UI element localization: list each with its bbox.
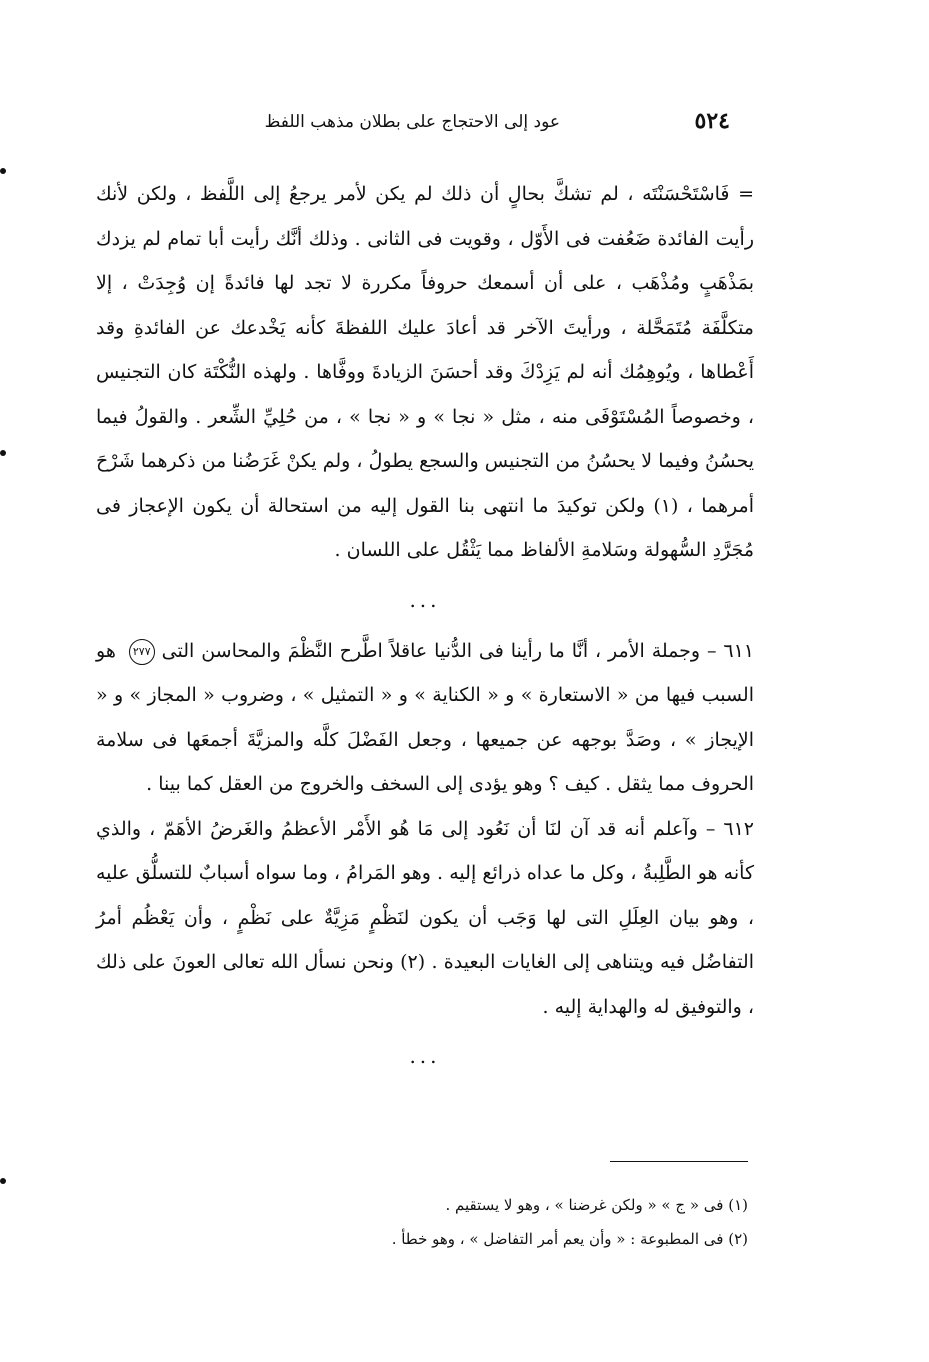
page-header — [264, 108, 730, 138]
scan-edge-mark — [0, 1178, 6, 1184]
footnote-rule — [610, 1161, 748, 1162]
main-text — [96, 172, 754, 1085]
running-title: عود إلى الاحتجاج على بطلان مذهب اللفظ — [264, 112, 560, 132]
paragraph-continuation: = فَاسْتَحْسَنْتَه ، لم تشكَّ بحالٍ أن ذلك لم يكن لأمر يرجعُ إلى اللَّفظ ، ولكن لأنك رأيت الفائدة ضَعُفت فى الأَوّل ، وقويت فى الثانى . وذلك أنَّك رأيت أبا تمام لم يزدك بمَذْهَبٍ ومُذْهَب ، على أن أسمعك حروفاً مكررة لا تجد لها فائدةً إن وُجِدَتْ ، إلا متكلَّفَة مُتَمَحَّلة ، ورأيتَ الآخر قد أعادَ عليك اللفظةَ كأنه يَخْدعك عن الفائدةِ وقد أَعْطاها ، ويُوهِمُك أنه لم يَزِدْكَ وقد أحسَنَ الزيادةَ ووفَّاها . ولهذه النُّكْتَة كان التجنيس ، وخصوصاً المُسْتَوْفَى منه ، مثل « نجا » و « نجا » ، من حُلِيِّ الشِّعر . والقولُ فيما يحسُنُ وفيما لا يحسُنُ من التجنيس والسجع يطولُ ، ولم يكنْ غَرَضُنا من ذكرهما شَرْحَ أمرهما ، (١) ولكن توكيدَ ما انتهى بنا القول إليه من استحالة أن يكون الإعجاز فى مُجَرَّدِ السُّهولة وسَلامةِ الألفاظ مما يَثْقُل على اللسان . — [96, 183, 754, 561]
original-page-marker: ٢٧٧ — [129, 639, 155, 665]
footnotes — [200, 1188, 748, 1256]
paragraph-611-line-1: ٦١١ – وجملة الأمر ، أنَّا ما رأينا فى الدُّنيا عاقلاً اطَّرح النَّظْمَ والمحاسن التى — [161, 639, 755, 662]
footnote-2: (٢) فى المطبوعة : « وأن يعم أمر التفاضل » ، وهو خطأ . — [391, 1230, 748, 1248]
page-number: ٥٢٤ — [694, 108, 730, 134]
section-separator: ... — [409, 587, 441, 612]
paragraph-611 — [96, 629, 754, 807]
scan-edge-mark — [0, 168, 6, 174]
section-separator-2: ... — [409, 1044, 441, 1068]
paragraph-611-rest: هو السبب فيها من « الاستعارة » و « الكناية » و « التمثيل » ، وضروب « المجاز » و « الإيجاز » ، وصَدَّ بوجهه عن جميعها ، وجعل الفَضْلَ كلَّه والمزيَّةَ أجمعَها فى سلامة الحروف مما يثقل . كيف ؟ وهو يؤدى إلى السخف والخروج من العقل كما بينا . — [96, 639, 754, 795]
scan-edge-mark — [0, 450, 6, 456]
footnote-1: (١) فى « ج » « ولكن غرضنا » ، وهو لا يستقيم . — [445, 1196, 748, 1214]
paragraph-612: ٦١٢ – وآعلم أنه قد آن لنَا أن نَعُود إلى مَا هُو الأَمْر الأعظمُ والغَرضُ الأهَمّ ، والذي كأنه هو الطَّلِبةُ ، وكل ما عداه ذرائع إليه . وهو المَرامُ ، وما سواه أسبابٌ للتسلُّق عليه ، وهو بيان العِلَلِ التى لها وَجَب أن يكون لنَظْمٍ مَزِيَّةٌ على نَظْمٍ ، وأن يَعْظُم أمرُ التفاضُل فيه ويتناهى إلى الغايات البعيدة . (٢) ونحن نسأل الله تعالى العونَ على ذلك ، والتوفيق له والهداية إليه . — [96, 817, 754, 1018]
